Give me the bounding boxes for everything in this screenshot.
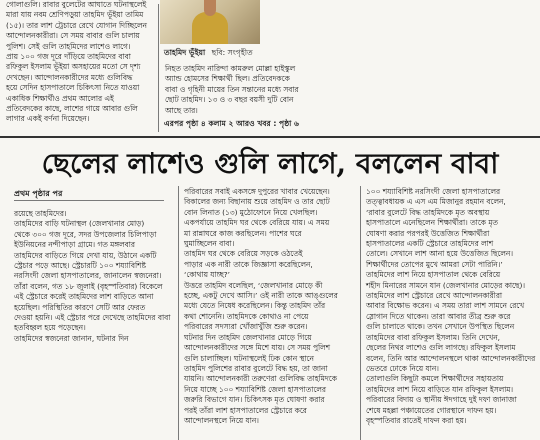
top-left-column: গোলাগুলি। রাবার বুলেটের আঘাতে ঘটনাস্থলেই মারা যায় নবম শ্রেণিপড়ুয়া তাহমিদ ভূঁইয়া তামিম (১৫)। তার লাশ ট্রেচারে রেখে যোগান দিচ্ছিলেন আন্দোলনকারীরা। সে সময় বাবার গুলি চালায় পুলিশ। সেই গুলি তাহমিদের লাশেও লাগে। প্রায় ১০০ গজ দূরে দাঁড়িয়ে তাহমিদের বাবা রফিকুল ইসলাম ভূঁইয়া অসহায়ের মতো সে দৃশ্য দেখছেন। আন্দোলনকারীদের মধ্যে গুলিবিদ্ধ হয়ে সেদিন হাসপাতালে চিকিৎসা নিতে যাওয়া একাধিক শিক্ষার্থীও প্রথম আলোর এই প্রতিবেদকের কাছে, লাশের গায়ে আবার গুলি লাগার একই বর্ণনা দিয়েছেন। bbox=[6, 0, 147, 124]
column-rule-1 bbox=[178, 186, 179, 440]
top-column-rule bbox=[158, 4, 159, 132]
caption-credit: ছবি: সংগৃহীত bbox=[211, 48, 253, 57]
photo-caption bbox=[164, 48, 274, 58]
headline: ছেলের লাশেও গুলি লাগে, বললেন বাবা bbox=[41, 147, 499, 180]
column-2-text: পরিবারের সবাই একসঙ্গে দুপুরের খাবার খেয়েছেন। বিকালের জন্য বিছানায় শুয়ে তাহমিদ ও তার ছোট বোন লিনাত (১৩) মুঠোফোনে নিয়ে খেলছিল। একপর্যায়ে তাহমিদ ঘর থেকে বেরিয়ে যায়। এ সময় মা রান্নাঘরে কাজ করছিলেন। পাশের ঘরে ঘুমাচ্ছিলেন বাবা। তাহমিদ ঘর থেকে বেরিয়ে সড়কে ওঠতেই পাড়ার এক নারী তাকে জিজ্ঞাসা করেছিলেন, ‘কোথায় যাচ্ছ?’ উত্তরে তাহমিদ বলেছিল, ‘জেলখানার মোড়ে কী হচ্ছে, একটু দেখে আসি।’ ওই নারী তাকে আঙ্গুলের মধ্যে যেতে নিষেধ করেছিলেন। কিন্তু তাহমিদ তাঁর কথা শোনেনি। তাহমিদকে কোথাও না পেয়ে পরিবারের সদস্যরা খোঁজাখুঁজি শুরু করেন। ঘটনার দিন তাহমিদ জেলখানার মোড়ে গিয়ে আন্দোলনকারীদের সঙ্গে মিশে যায়। সে সময় পুলিশ গুলি চালাচ্ছিল। ঘটনাস্থলেই ঢিক কোন স্থানে তাহমিদ পুলিশের রাবার বুলেটে বিদ্ধ হয়, তা জানা যায়নি। আন্দোলনকারী তরুণেরা গুলিবিদ্ধ তাহমিদকে নিয়ে যাচ্ছে ১০০ শয্যাবিশিষ্ট জেলা হাসপাতালের জরুরি বিভাগে যান। চিকিৎসক মৃত ঘোষণা করার পরই তাঁরা লাশ হাসপাতালের স্ট্রেচারে করে আন্দোলনস্থলে নিয়ে যান। bbox=[184, 187, 338, 425]
caption-name: তাহমিদ ভূঁইয়া bbox=[164, 48, 206, 57]
column-1-text: রয়েছে তাহমিদের। তাহমিদের বাড়ি ঘটনাস্থল (জেলখানার মোড়) থেকে ৩০০ গজ দূরে, সদর উপজেলার চিলিপাড়া ইউনিয়নের নন্দীপাড়া গ্রামে। গত মঙ্গলবার তাহমিদের বাড়িতে গিয়ে দেখা যায়, উঠানে একটি স্ট্রেচার পড়ে আছে। স্ট্রেচারটি ১০০ শয্যাবিশিষ্ট নরসিংদী জেলা হাসপাতালের, জানালেন স্বজনেরা। তাঁরা বলেন, গত ১৮ জুলাই (বৃহস্পতিবার) বিকেলে এই স্ট্রেচারে করেই তাহমিদের লাশ বাড়িতে আনা হয়েছিল। পরিস্থিতির কারণে সেটি আর ফেরত দেওয়া হয়নি। এই স্ট্রেচার পরে দেখেছে তাহমিদের বাবা হতবিহ্বল হয়ে পড়েছেন। তাহমিদের স্বজনেরা জানান, ঘটনার দিন bbox=[14, 209, 171, 343]
kicker-underline bbox=[14, 200, 164, 201]
continued-kicker: প্রথম পৃষ্ঠার পর bbox=[14, 189, 63, 198]
portrait-photo bbox=[160, 0, 260, 44]
jump-line: এরপর পৃষ্ঠা ৪ কলাম ২ আরও খবর : পৃষ্ঠা ৬ bbox=[164, 119, 299, 128]
top-right-column: নিহত তাহমিদ নারিন্দা কামরুল মোল্লা হাইস্কুল অ্যান্ড হোমসের শিক্ষার্থী ছিল। প্রতিবেদককে বাবা ও গৃহিনী মায়ের তিন সন্তানের মধ্যে সবার ছোট তাহমিদ। ১৩ ও ৩ বছর বয়সী দুটি বোন আছে তার। bbox=[165, 64, 299, 115]
section-divider bbox=[0, 136, 540, 138]
column-rule-2 bbox=[360, 186, 361, 440]
column-3-text: ১০০ শয্যাবিশিষ্ট নরসিংদী জেলা হাসপাতালের তত্ত্বাবধায়ক এ এস এম মিজানুর রহমান বলেন, ‘রাবার বুলেটে বিদ্ধ তাহমিদকে মৃত অবস্থায় হাসপাতালে এনেছিলেন শিক্ষার্থীরা। তাকে মৃত ঘোষণা করার পরপরই উত্তেজিত শিক্ষার্থীরা হাসপাতালের একটি স্ট্রেচারে তাহমিদের লাশ তোলে। সেখানে লাশ আনা হয়ে উত্তেজিত ছিলেন। শিক্ষার্থীদের তোপের মুখে আমরা সেটা পারিনি।’ তাহমিদের লাশ নিয়ে হাসপাতাল থেকে বেরিয়ে শহীদ মিনারের সামনে যান (জেলখানার মোড়ের কাছে)। তাহমিদের লাশ স্ট্রেচারে রেখে আন্দোলনকারীরা আবার বিক্ষোভ করেন। এ সময় তারা লাশ সামনে রেখে স্লোগান দিতে থাকেন। তারা আবার তীব্র শুরু করে গুলি চালাতে থাকে। তখন সেখানে উপস্থিত ছিলেন তাহমিদের বাবা রফিকুল ইসলাম। তিনি দেখেন, ছেলের নিথর লাশেও গুলি লাগছে। রফিকুল ইসলাম বলেন, তিনি আর আন্দোলনস্থলে থাকা আন্দোলনকারীদের ভেতরে ঢোকে নিয়ে যান। তোলাগুলি কিছুটা কমলে শিক্ষার্থীদের সহায়তায় তাহমিদের লাশ নিয়ে বাড়িতে যান রফিকুল ইসলাম। পরিবারের বিদায় ও স্থানীয় ঈদগাহে দুই দফা জানাজা শেষে মহল্লা পঞ্চায়েতের গোরস্থানে দাফন হয়। বৃহস্পতিবার রাতেই দাফন করা হয়। bbox=[366, 187, 536, 425]
